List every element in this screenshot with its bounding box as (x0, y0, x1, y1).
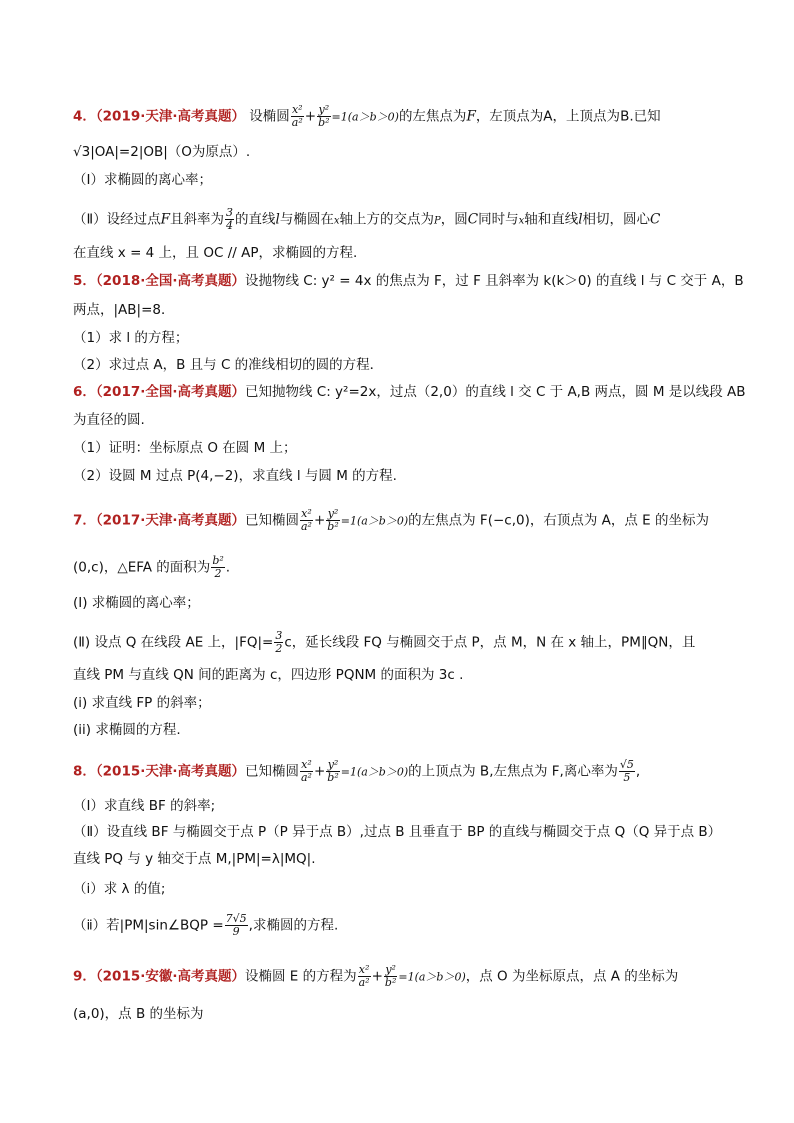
problem-5-part-1: （1）求 l 的方程； (73, 330, 189, 346)
fraction: $\frac{\text{x²}}{\text{a²}}$ (358, 963, 370, 989)
problem-6-part-2: （2）设圆 M 过点 P(4,−2)，求直线 l 与圆 M 的方程. (73, 468, 397, 484)
problem-8-part-2: （Ⅱ）设直线 BF 与椭圆交于点 P（P 异于点 B）,过点 B 且垂直于 BP 的直线与椭圆交于点 Q（Q 异于点 B） (73, 824, 722, 840)
problem-source: （2018·全国·高考真题） (95, 273, 245, 289)
problem-7-subpart-ii: (ii) 求椭圆的方程. (73, 722, 181, 738)
problem-source: （2015·天津·高考真题） (95, 763, 245, 780)
problem-number: 4． (73, 108, 96, 125)
fraction: $\frac{\text{x²}}{\text{a²}}$ (291, 103, 303, 129)
problem-source: （2019·天津·高考真题） (95, 108, 245, 125)
problem-source: （2015·安徽·高考真题） (95, 968, 245, 985)
problem-9-line-1: 9．（2015·安徽·高考真题）设椭圆 E 的方程为 $\frac{\text{x²}}{\text{a²}}$ + $\frac{\text{y²}}{\text{b²}}$ =1(a＞b＞0)，点 O 为坐标原点，点 A 的坐标为 (73, 963, 679, 989)
problem-7-part-2: (Ⅱ) 设点 Q 在线段 AE 上，|FQ|= $\frac{3}{2}$ c，延长线段 FQ 与椭圆交于点 P，点 M，N 在 x 轴上，PM∥QN，且 (73, 629, 696, 655)
problem-source: （2017·全国·高考真题） (95, 384, 245, 400)
fraction: $\frac{3}{4}$ (226, 206, 234, 232)
problem-4-line-2: √3|OA|=2|OB|（O为原点）. (73, 144, 251, 160)
problem-number: 7． (73, 512, 96, 529)
problem-4-line-1: 4．（2019·天津·高考真题） 设椭圆 $\frac{\text{x²}}{\text{a²}}$ + $\frac{\text{y²}}{\text{b²}}$ =1(a＞b＞0)的左焦点为F，左顶点为A，上顶点为B.已知 (73, 103, 661, 129)
fraction: $\frac{\text{y²}}{\text{b²}}$ (318, 103, 330, 129)
problem-4-line-5: 在直线 x = 4 上，且 OC // AP，求椭圆的方程. (73, 245, 358, 261)
fraction: $\frac{\text{y²}}{\text{b²}}$ (327, 507, 339, 533)
problem-8-line-4: 直线 PQ 与 y 轴交于点 M,|PM|=λ|MQ|. (73, 851, 316, 867)
fraction: $\frac{\text{b²}}{2}$ (212, 554, 224, 580)
problem-9-line-2: (a,0)，点 B 的坐标为 (73, 1006, 204, 1022)
problem-5-line-1: 5．（2018·全国·高考真题）设抛物线 C: y² = 4x 的焦点为 F，过 F 且斜率为 k(k＞0) 的直线 l 与 C 交于 A，B (73, 273, 744, 289)
problem-number: 5． (73, 273, 96, 289)
problem-7-part-1: (Ⅰ) 求椭圆的离心率； (73, 595, 200, 611)
problem-5-part-2: （2）求过点 A，B 且与 C 的准线相切的圆的方程． (73, 357, 384, 373)
problem-6-line-1: 6．（2017·全国·高考真题）已知抛物线 C: y²=2x，过点（2,0）的直线 l 交 C 于 A,B 两点，圆 M 是以线段 AB (73, 384, 746, 400)
problem-8-subpart-i: （ⅰ）求 λ 的值; (73, 881, 166, 897)
problem-7-line-5: 直线 PM 与直线 QN 间的距离为 c，四边形 PQNM 的面积为 3c . (73, 667, 464, 683)
fraction: $\frac{7√5}{9}$ (225, 912, 247, 938)
problem-6-line-2: 为直径的圆. (73, 412, 145, 428)
problem-8-line-1: 8．（2015·天津·高考真题）已知椭圆 $\frac{\text{x²}}{\text{a²}}$ + $\frac{\text{y²}}{\text{b²}}$ =1(a＞b＞0)的上顶点为 B,左焦点为 F,离心率为 $\frac{√5}{5}$ , (73, 758, 641, 784)
problem-4-part-1: （Ⅰ）求椭圆的离心率； (73, 172, 212, 188)
fraction: $\frac{\text{y²}}{\text{b²}}$ (327, 758, 339, 784)
fraction: $\frac{\text{x²}}{\text{a²}}$ (301, 507, 312, 533)
problem-number: 6． (73, 384, 96, 400)
problem-8-part-1: （Ⅰ）求直线 BF 的斜率; (73, 798, 216, 814)
problem-5-line-2: 两点，|AB|=8． (73, 302, 175, 318)
problem-7-subpart-i: (i) 求直线 FP 的斜率； (73, 695, 211, 711)
problem-number: 9． (73, 968, 96, 985)
problem-7-line-2: (0,c)，△EFA 的面积为 $\frac{\text{b²}}{2}$ . (73, 554, 231, 580)
fraction: $\frac{\text{y²}}{\text{b²}}$ (384, 963, 397, 989)
fraction: $\frac{3}{2}$ (275, 629, 283, 655)
fraction: $\frac{√5}{5}$ (619, 758, 634, 784)
fraction: $\frac{\text{x²}}{\text{a²}}$ (301, 758, 312, 784)
problem-number: 8． (73, 763, 96, 780)
problem-4-part-2: （Ⅱ）设经过点F且斜率为 $\frac{3}{4}$ 的直线l与椭圆在x轴上方的交点为P，圆C同时与x轴和直线l相切，圆心C (73, 206, 661, 232)
problem-6-part-1: （1）证明：坐标原点 O 在圆 M 上； (73, 440, 297, 456)
problem-7-line-1: 7．（2017·天津·高考真题）已知椭圆 $\frac{\text{x²}}{\text{a²}}$ + $\frac{\text{y²}}{\text{b²}}$ =1(a＞b＞0)的左焦点为 F(−c,0)，右顶点为 A，点 E 的坐标为 (73, 507, 709, 533)
problem-source: （2017·天津·高考真题） (95, 512, 245, 529)
problem-8-subpart-ii: （ⅱ）若|PM|sin∠BQP = $\frac{7√5}{9}$ ,求椭圆的方程. (73, 912, 339, 938)
